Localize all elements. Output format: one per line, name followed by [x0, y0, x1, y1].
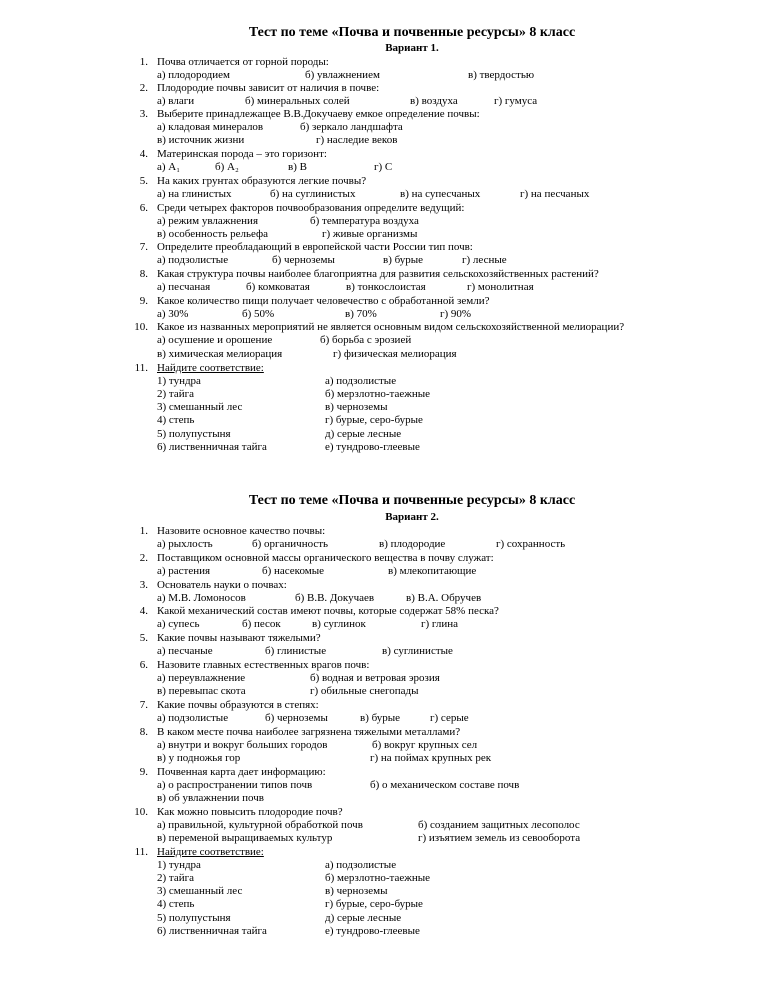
- answer-options: а) кладовая минералов б) зеркало ландшафта: [157, 121, 403, 133]
- answer-options: а) 30% б) 50% в) 70% г) 90%: [157, 308, 472, 320]
- question: 9. Почвенная карта дает информацию:: [139, 766, 326, 778]
- match-row: 4) степь г) бурые, серо-бурые: [157, 898, 423, 910]
- question: 2. Плодородие почвы зависит от наличия в почве:: [139, 82, 380, 94]
- answer-options: а) М.В. Ломоносов б) В.В. Докучаев в) В.А. Обручев: [157, 592, 482, 604]
- answer-options: в) особенность рельефа г) живые организмы: [157, 228, 418, 240]
- question: 7. Определите преобладающий в европейской части России тип почв:: [139, 241, 473, 253]
- answer-options: в) химическая мелиорация г) физическая мелиорация: [157, 348, 457, 360]
- answer-options: в) об увлажнении почв: [157, 792, 264, 804]
- question: 1. Назовите основное качество почвы:: [139, 525, 326, 537]
- question: 6. Назовите главных естественных врагов почв:: [139, 659, 370, 671]
- answer-options: в) перевыпас скота г) обильные снегопады: [157, 685, 419, 697]
- question: 3. Основатель науки о почвах:: [139, 579, 287, 591]
- answer-options: а) супесь б) песок в) суглинок г) глина: [157, 618, 459, 630]
- answer-options: а) переувлажнение б) водная и ветровая эрозия: [157, 672, 440, 684]
- question: 5. На каких грунтах образуются легкие почвы?: [139, 175, 367, 187]
- answer-options: а) о распространении типов почв б) о механическом составе почв: [157, 779, 520, 791]
- answer-options: в) переменой выращиваемых культур г) изъятием земель из севооборота: [157, 832, 581, 844]
- match-row: 5) полупустыня д) серые лесные: [157, 912, 402, 924]
- answer-options: в) у подножья гор г) на поймах крупных рек: [157, 752, 492, 764]
- question: 4. Материнская порода – это горизонт:: [139, 148, 327, 160]
- match-row: 3) смешанный лес в) черноземы: [157, 401, 388, 413]
- test-title: Тест по теме «Почва и почвенные ресурсы» 8 класс: [248, 493, 576, 508]
- match-row: 3) смешанный лес в) черноземы: [157, 885, 388, 897]
- question: 2. Поставщиком основной массы органического вещества в почву служат:: [139, 552, 494, 564]
- match-row: 6) лиственничная тайга е) тундрово-глеевые: [157, 925, 420, 937]
- answer-options: а) внутри и вокруг больших городов б) вокруг крупных сел: [157, 739, 478, 751]
- answer-options: а) песчаная б) комковатая в) тонкослоистая г) монолитная: [157, 281, 534, 293]
- answer-options: а) подзолистые б) черноземы в) бурые г) серые: [157, 712, 469, 724]
- match-row: 1) тундра а) подзолистые: [157, 859, 397, 871]
- answer-options: а) песчаные б) глинистые в) суглинистые: [157, 645, 453, 657]
- match-row: 2) тайга б) мерзлотно-таежные: [157, 872, 430, 884]
- question: 7. Какие почвы образуются в степях:: [139, 699, 319, 711]
- question: 1. Почва отличается от горной породы:: [139, 56, 329, 68]
- question: 6. Среди четырех факторов почвообразования определите ведущий:: [139, 202, 465, 214]
- variant-label: Вариант 1.: [385, 42, 439, 54]
- answer-options: а) правильной, культурной обработкой почв б) созданием защитных лесополос: [157, 819, 580, 831]
- answer-options: а) растения б) насекомые в) млекопитающие: [157, 565, 477, 577]
- answer-options: в) источник жизни г) наследие веков: [157, 134, 398, 146]
- test-title: Тест по теме «Почва и почвенные ресурсы» 8 класс: [248, 25, 576, 40]
- match-row: 4) степь г) бурые, серо-бурые: [157, 414, 423, 426]
- question: 9. Какое количество пищи получает человечество с обработанной земли?: [139, 295, 490, 307]
- answer-options: а) A₁ б) A₂ в) B г) C: [157, 161, 393, 173]
- match-row: 5) полупустыня д) серые лесные: [157, 428, 402, 440]
- question: 10. Как можно повысить плодородие почв?: [134, 806, 343, 818]
- answer-options: а) подзолистые б) черноземы в) бурые г) лесные: [157, 254, 507, 266]
- question: 4. Какой механический состав имеют почвы, которые содержат 58% песка?: [139, 605, 499, 617]
- match-row: 6) лиственничная тайга е) тундрово-глеевые: [157, 441, 420, 453]
- answer-options: а) осушение и орошение б) борьба с эрозией: [157, 334, 412, 346]
- question: 5. Какие почвы называют тяжелыми?: [139, 632, 321, 644]
- answer-options: а) плодородием б) увлажнением в) твердостью: [157, 69, 535, 81]
- variant-label: Вариант 2.: [385, 511, 439, 523]
- question: 3. Выберите принадлежащее В.В.Докучаеву емкое определение почвы:: [139, 108, 480, 120]
- question: 8. В каком месте почва наиболее загрязнена тяжелыми металлами?: [139, 726, 461, 738]
- question: 11. Найдите соответствие:: [134, 846, 264, 858]
- answer-options: а) режим увлажнения б) температура воздуха: [157, 215, 419, 227]
- answer-options: а) рыхлость б) органичность в) плодородие г) сохранность: [157, 538, 566, 550]
- question: 11. Найдите соответствие:: [134, 362, 264, 374]
- question: 8. Какая структура почвы наиболее благоприятна для развития сельскохозяйственных растений?: [139, 268, 599, 280]
- match-row: 2) тайга б) мерзлотно-таежные: [157, 388, 430, 400]
- answer-options: а) на глинистых б) на суглинистых в) на супесчаных г) на песчаных: [157, 188, 590, 200]
- question: 10. Какое из названных мероприятий не является основным видом сельскохозяйственной мелиорации?: [134, 321, 625, 333]
- match-row: 1) тундра а) подзолистые: [157, 375, 397, 387]
- answer-options: а) влаги б) минеральных солей в) воздуха г) гумуса: [157, 95, 538, 107]
